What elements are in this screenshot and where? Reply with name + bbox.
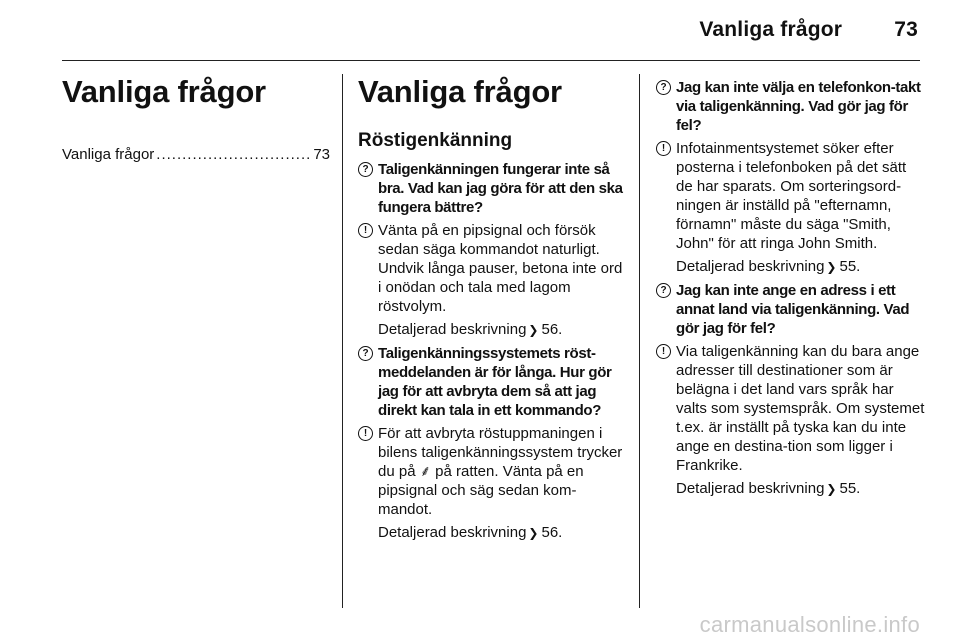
question-text: Jag kan inte välja en telefonkon-takt via taligenkänning. Vad gör jag för fel? — [676, 79, 921, 134]
exclamation-icon: ! — [358, 426, 373, 441]
answer-text: Infotainmentsystemet söker efter posterna i telefonboken på det sätt de har sparats. Om sorteringsord-ningen är inställd på "efternamn, förnamn" måste du säga "Smith, John" för att ringa John Smith. — [676, 140, 907, 252]
chapter-title: Vanliga frågor — [62, 74, 266, 109]
exclamation-icon: ! — [656, 344, 671, 359]
cross-reference[interactable] — [676, 257, 926, 277]
header-rule — [62, 60, 920, 61]
reference-page: 55. — [839, 480, 861, 497]
question-icon: ? — [656, 80, 671, 95]
question-icon: ? — [358, 162, 373, 177]
reference-page: 56. — [541, 524, 563, 541]
section-title: Vanliga frågor — [358, 74, 562, 109]
toc-entry-text: Vanliga frågor — [62, 146, 155, 163]
question-text: Taligenkänningen fungerar inte så bra. Vad kan jag göra för att den ska fungera bättre? — [378, 161, 623, 216]
question-icon: ? — [358, 346, 373, 361]
reference-arrow-icon: ❯ — [826, 260, 837, 274]
watermark: carmanualsonline.info — [699, 612, 920, 637]
toc-leader-dots — [156, 146, 311, 163]
reference-page: 56. — [541, 321, 563, 338]
reference-arrow-icon: ❯ — [528, 526, 539, 540]
toc-entry-page: 73 — [313, 146, 330, 163]
faq-answer — [656, 342, 926, 499]
faq-answer — [358, 221, 628, 340]
exclamation-icon: ! — [358, 223, 373, 238]
question-icon: ? — [656, 283, 671, 298]
question-text: Taligenkänningssystemets röst-meddelanden är för långa. Hur gör jag för att avbryta dem så att jag direkt kan tala in ett kommando? — [378, 345, 612, 419]
reference-label: Detaljerad beskrivning — [378, 524, 527, 541]
answer-text — [378, 425, 622, 518]
content-column-2 — [656, 78, 926, 499]
answer-text: Vänta på en pipsignal och försök sedan säga kommandot naturligt. Undvik långa pauser, betona inte ord i onödan och tala med lagom röstvolym. — [378, 222, 623, 315]
column-divider-1 — [342, 74, 343, 608]
cross-reference[interactable] — [378, 320, 628, 340]
exclamation-icon: ! — [656, 141, 671, 156]
voice-control-button-icon: ⸙ — [419, 463, 431, 480]
faq-question — [656, 281, 926, 338]
cross-reference[interactable] — [676, 479, 926, 499]
chapter-column — [62, 72, 330, 163]
faq-answer — [358, 424, 628, 543]
question-text: Jag kan inte ange en adress i ett annat land via taligenkänning. Vad gör jag för fel? — [676, 282, 910, 337]
reference-arrow-icon: ❯ — [528, 323, 539, 337]
reference-label: Detaljerad beskrivning — [676, 480, 825, 497]
running-header — [699, 18, 918, 42]
faq-question — [358, 344, 628, 420]
faq-question — [358, 160, 628, 217]
column-divider-2 — [639, 74, 640, 608]
page-number: 73 — [894, 18, 918, 41]
reference-arrow-icon: ❯ — [826, 482, 837, 496]
answer-text-part-2: på ratten. Vänta på en pipsignal och säg sedan kom-mandot. — [378, 463, 584, 518]
answer-text-part-1: För att avbryta röstuppmaningen i bilens taligenkänningssystem trycker du på — [378, 425, 623, 480]
cross-reference[interactable] — [378, 523, 628, 543]
reference-label: Detaljerad beskrivning — [378, 321, 527, 338]
answer-text: Via taligenkänning kan du bara ange adresser till destinationer som är belägna i det land vars språk har valts som systemspråk. Om systemet t.ex. är inställt på tyska kan du inte ange en destina-tion som ligger i Frankrike. — [676, 343, 925, 474]
faq-answer — [656, 139, 926, 277]
header-title: Vanliga frågor — [699, 18, 843, 41]
faq-question — [656, 78, 926, 135]
toc-entry[interactable] — [62, 146, 330, 163]
reference-label: Detaljerad beskrivning — [676, 258, 825, 275]
reference-page: 55. — [839, 258, 861, 275]
content-column-1 — [358, 72, 628, 543]
subsection-title: Röstigenkänning — [358, 130, 513, 151]
